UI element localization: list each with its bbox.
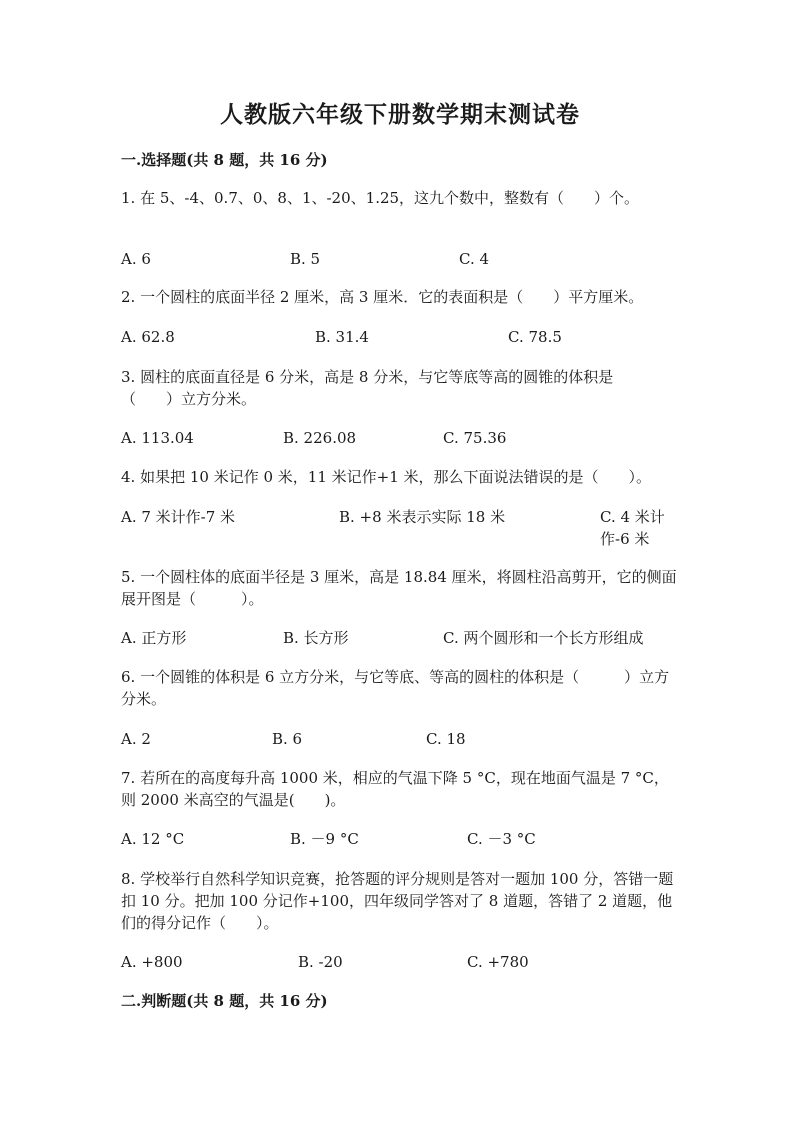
question-7: 7. 若所在的高度每升高 1000 米，相应的气温下降 5 °C，现在地面气温是 7 °C，则 2000 米高空的气温是( )。 [121, 769, 669, 809]
q3-option-b: B. 226.08 [283, 429, 357, 447]
question-8: 8. 学校举行自然科学知识竞赛，抢答题的评分规则是答对一题加 100 分，答错一题扣 10 分。把加 100 分记作+100，四年级同学答对了 8 道题，答错了 2 道题，他们的得分记作（ ）。 [121, 870, 674, 932]
q8-option-c: C. +780 [467, 953, 529, 971]
q3-option-c: C. 75.36 [443, 429, 507, 447]
q6-option-a: A. 2 [121, 730, 151, 748]
q5-option-c: C. 两个圆形和一个长方形组成 [443, 629, 644, 647]
q6-option-b: B. 6 [272, 730, 303, 748]
q7-option-b: B. －9 °C [290, 830, 359, 848]
q8-option-b: B. -20 [298, 953, 343, 971]
question-5: 5. 一个圆柱体的底面半径是 3 厘米，高是 18.84 厘米，将圆柱沿高剪开，它的侧面展开图是（ ）。 [121, 568, 677, 608]
section-heading-judgement: 二.判断题(共 8 题，共 16 分) [121, 992, 328, 1010]
q2-option-c: C. 78.5 [508, 328, 562, 346]
q2-option-a: A. 62.8 [121, 328, 175, 346]
q1-option-b: B. 5 [290, 250, 321, 268]
q1-option-c: C. 4 [459, 250, 490, 268]
question-4: 4. 如果把 10 米记作 0 米，11 米记作+1 米，那么下面说法错误的是（ ）。 [121, 468, 652, 486]
q5-option-b: B. 长方形 [283, 629, 349, 647]
q2-option-b: B. 31.4 [315, 328, 369, 346]
question-3: 3. 圆柱的底面直径是 6 分米，高是 8 分米，与它等底等高的圆锥的体积是（ ）立方分米。 [121, 368, 614, 408]
q8-option-a: A. +800 [121, 953, 183, 971]
q7-option-a: A. 12 °C [121, 830, 185, 848]
q4-option-b: B. +8 米表示实际 18 米 [339, 508, 506, 526]
question-6: 6. 一个圆锥的体积是 6 立方分米，与它等底、等高的圆柱的体积是（ ）立方分米。 [121, 668, 670, 708]
page-title: 人教版六年级下册数学期末测试卷 [220, 101, 580, 128]
q3-option-a: A. 113.04 [121, 429, 194, 447]
q4-option-c: C. 4 米计作-6 米 [600, 508, 665, 548]
question-1: 1. 在 5、-4、0.7、0、8、1、-20、1.25，这九个数中，整数有（ ）个。 [121, 189, 640, 207]
q6-option-c: C. 18 [426, 730, 466, 748]
q1-option-a: A. 6 [121, 250, 151, 268]
q4-option-a: A. 7 米计作-7 米 [121, 508, 236, 526]
section-heading-choice: 一.选择题(共 8 题，共 16 分) [121, 151, 328, 169]
question-2: 2. 一个圆柱的底面半径 2 厘米，高 3 厘米．它的表面积是（ ）平方厘米。 [121, 288, 644, 306]
q5-option-a: A. 正方形 [121, 629, 187, 647]
q7-option-c: C. －3 °C [467, 830, 536, 848]
